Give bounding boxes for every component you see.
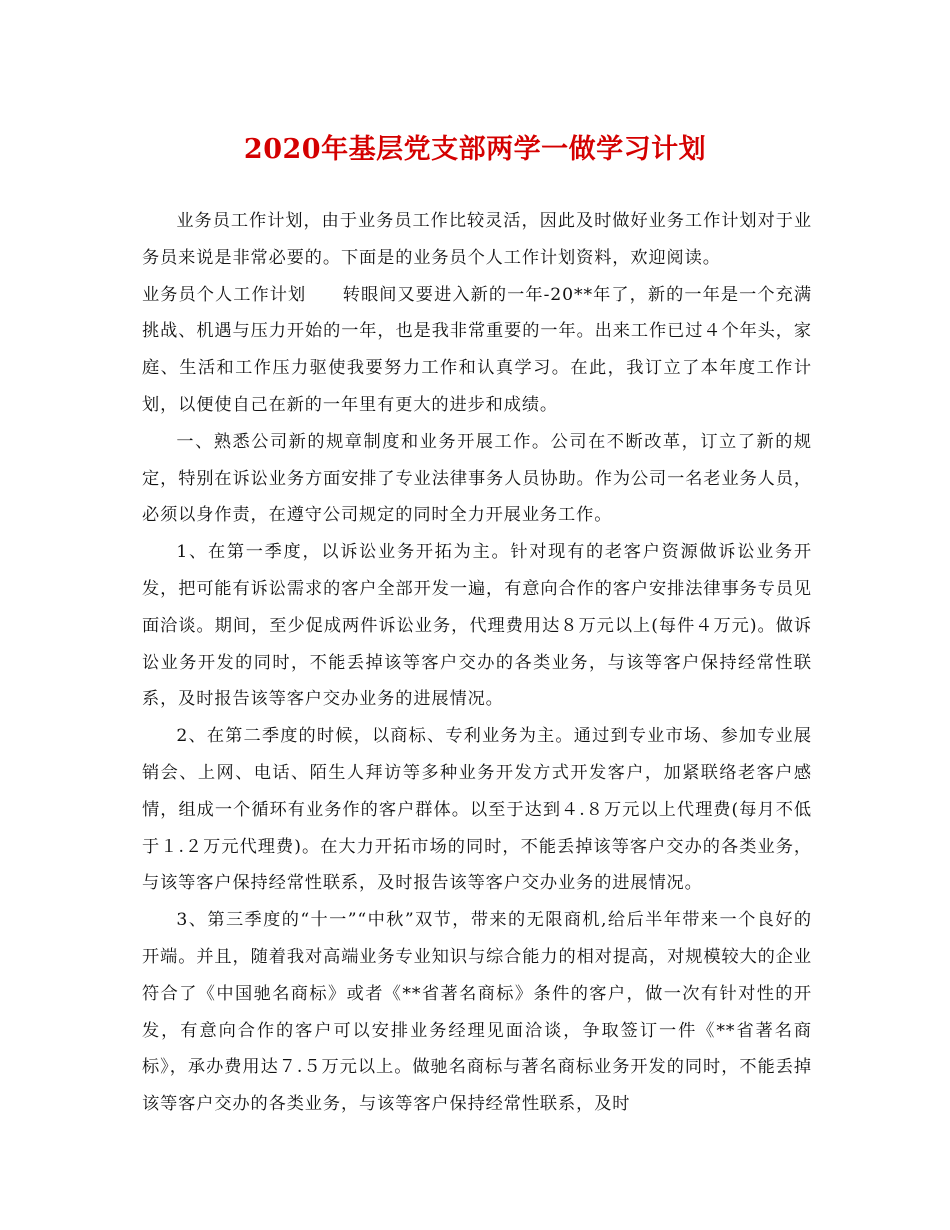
paragraph-q2: 2、在第二季度的时候，以商标、专利业务为主。通过到专业市场、参加专业展销会、上网、电话、陌生人拜访等多种业务开发方式开发客户，加紧联络老客户感情，组成一个循环有业务作的客户群体。以至于达到４.８万元以上代理费(每月不低于１.２万元代理费)。在大力开拓市场的同时，不能丢掉该等客户交办的各类业务，与该等客户保持经常性联系，及时报告该等客户交办业务的进展情况。 [142,726,812,894]
document-title: 2020年基层党支部两学一做学习计划 [243,134,707,165]
paragraph-plan-header: 业务员个人工作计划 转眼间又要进入新的一年-20**年了，新的一年是一个充满挑战、机遇与压力开始的一年，也是我非常重要的一年。出来工作已过４个年头，家庭、生活和工作压力驱使我要努力工作和认真学习。在此，我订立了本年度工作计划，以便使自己在新的一年里有更大的进步和成绩。 [142,284,812,415]
paragraph-q1: 1、在第一季度，以诉讼业务开拓为主。针对现有的老客户资源做诉讼业务开发，把可能有诉讼需求的客户全部开发一遍，有意向合作的客户安排法律事务专员见面洽谈。期间，至少促成两件诉讼业务，代理费用达８万元以上(每件４万元)。做诉讼业务开发的同时，不能丢掉该等客户交办的各类业务，与该等客户保持经常性联系，及时报告该等客户交办业务的进展情况。 [142,542,812,710]
paragraph-intro: 业务员工作计划，由于业务员工作比较灵活，因此及时做好业务工作计划对于业务员来说是非常必要的。下面是的业务员个人工作计划资料，欢迎阅读。 [142,211,812,268]
paragraph-section-1: 一、熟悉公司新的规章制度和业务开展工作。公司在不断改革，订立了新的规定，特别在诉讼业务方面安排了专业法律事务人员协助。作为公司一名老业务人员，必须以身作责，在遵守公司规定的同时全力开展业务工作。 [142,431,812,526]
paragraph-q3: 3、第三季度的“十一”“中秋”双节，带来的无限商机,给后半年带来一个良好的开端。并且，随着我对高端业务专业知识与综合能力的相对提高，对规模较大的企业符合了《中国驰名商标》或者《**省著名商标》条件的客户，做一次有针对性的开发，有意向合作的客户可以安排业务经理见面洽谈，争取签订一件《**省著名商标》，承办费用达７.５万元以上。做驰名商标与著名商标业务开发的同时，不能丢掉该等客户交办的各类业务，与该等客户保持经常性联系，及时 [142,910,812,1115]
document-body [142,203,812,1123]
